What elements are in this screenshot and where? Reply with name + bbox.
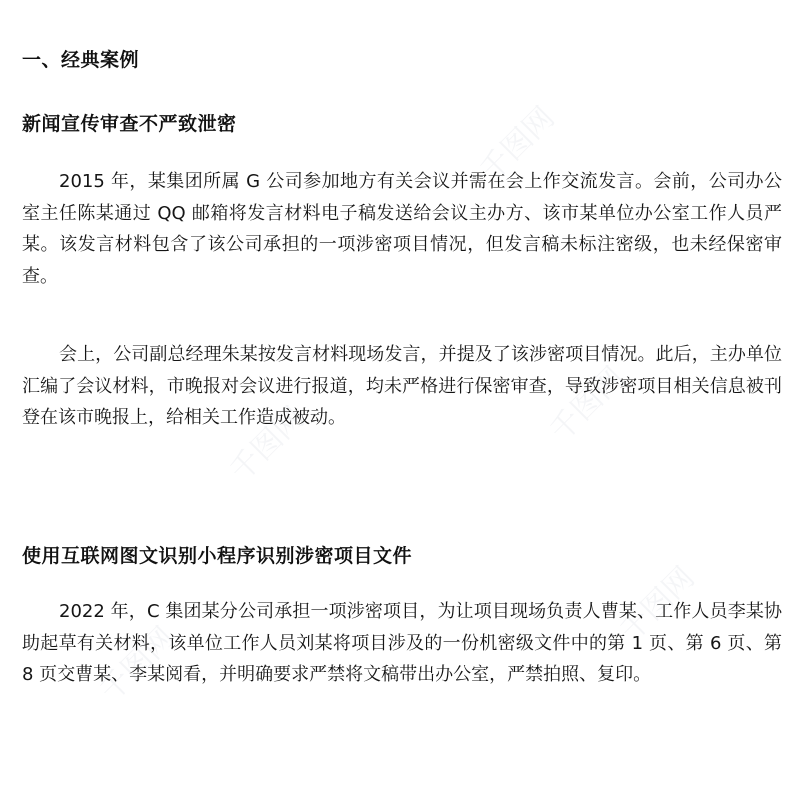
- case-title: 使用互联网图文识别小程序识别涉密项目文件: [22, 545, 413, 567]
- watermark: 千图网: [93, 620, 182, 709]
- watermark: 千图网: [613, 560, 702, 649]
- watermark: 千图网: [473, 100, 562, 189]
- watermark: 千图网: [543, 360, 632, 449]
- section-heading: 一、经典案例: [22, 49, 140, 71]
- case-paragraph: 2015 年，某集团所属 G 公司参加地方有关会议并需在会上作交流发言。会前，公司办公室主任陈某通过 QQ 邮箱将发言材料电子稿发送给会议主办方、该市某单位办公室工作人员严某。该发言材料包含了该公司承担的一项涉密项目情况，但发言稿未标注密级，也未经保密审查。: [22, 171, 782, 287]
- case-paragraph: 会上，公司副总经理朱某按发言材料现场发言，并提及了该涉密项目情况。此后，主办单位汇编了会议材料，市晚报对会议进行报道，均未严格进行保密审查，导致涉密项目相关信息被刊登在该市晚报上，给相关工作造成被动。: [22, 344, 782, 428]
- case-title: 新闻宣传审查不严致泄密: [22, 113, 237, 135]
- case-paragraph: 2022 年，C 集团某分公司承担一项涉密项目，为让项目现场负责人曹某、工作人员李某协助起草有关材料，该单位工作人员刘某将项目涉及的一份机密级文件中的第 1 页、第 6 页、第 8 页交曹某、李某阅看，并明确要求严禁将文稿带出办公室，严禁拍照、复印。: [22, 601, 782, 685]
- watermark: 千图网: [223, 400, 312, 489]
